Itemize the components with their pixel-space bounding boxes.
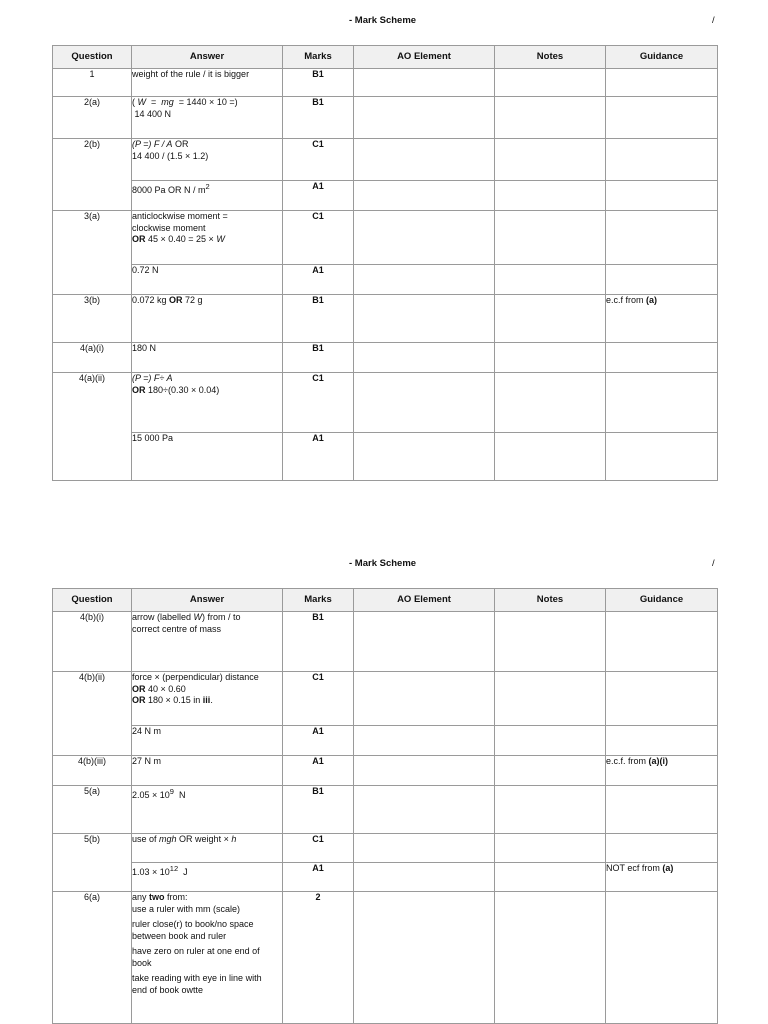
marks-cell: B1 — [283, 97, 354, 139]
marks-cell: A1 — [283, 756, 354, 786]
page-header-1 — [0, 15, 768, 31]
question-cell: 4(a)(i) — [53, 343, 132, 373]
ao-element-cell — [354, 343, 495, 373]
ao-element-cell — [354, 756, 495, 786]
answer-cell: 0.072 kg OR 72 g — [132, 295, 283, 343]
answer-cell: 27 N m — [132, 756, 283, 786]
notes-cell — [495, 786, 606, 834]
table-row — [53, 726, 718, 756]
ao-element-cell — [354, 211, 495, 265]
column-header-guidance: Guidance — [606, 46, 718, 69]
notes-cell — [495, 892, 606, 1024]
answer-cell: ( W = mg = 1440 × 10 =) 14 400 N — [132, 97, 283, 139]
table-row — [53, 756, 718, 786]
guidance-cell: e.c.f from (a) — [606, 295, 718, 343]
page-title: - Mark Scheme — [349, 558, 417, 569]
table-row — [53, 863, 718, 892]
table-row — [53, 612, 718, 672]
answer-cell: arrow (labelled W) from / to correct centre of mass — [132, 612, 283, 672]
column-header-answer: Answer — [132, 46, 283, 69]
mark-scheme-table-2 — [52, 588, 718, 1024]
guidance-cell — [606, 211, 718, 265]
marks-cell: A1 — [283, 181, 354, 211]
column-header-notes: Notes — [495, 589, 606, 612]
table-row — [53, 211, 718, 265]
answer-cell: weight of the rule / it is bigger — [132, 69, 283, 97]
answer-cell: force × (perpendicular) distance OR 40 × 0.60 OR 180 × 0.15 in iii. — [132, 672, 283, 726]
notes-cell — [495, 612, 606, 672]
answer-cell: 0.72 N — [132, 265, 283, 295]
guidance-cell — [606, 726, 718, 756]
guidance-cell — [606, 97, 718, 139]
guidance-cell — [606, 265, 718, 295]
notes-cell — [495, 295, 606, 343]
marks-cell: A1 — [283, 433, 354, 481]
guidance-cell — [606, 892, 718, 1024]
notes-cell — [495, 672, 606, 726]
table-row — [53, 265, 718, 295]
answer-cell: 180 N — [132, 343, 283, 373]
marks-cell: B1 — [283, 612, 354, 672]
question-cell: 5(a) — [53, 786, 132, 834]
table-row — [53, 343, 718, 373]
question-cell: 2(a) — [53, 97, 132, 139]
answer-cell: 8000 Pa OR N / $m^2$ — [132, 181, 283, 211]
page-number-slash: / — [712, 558, 715, 569]
notes-cell — [495, 139, 606, 181]
marks-cell: 2 — [283, 892, 354, 1024]
marks-cell: B1 — [283, 295, 354, 343]
column-header-ao-element: AO Element — [354, 46, 495, 69]
guidance-cell — [606, 373, 718, 433]
guidance-cell — [606, 69, 718, 97]
ao-element-cell — [354, 892, 495, 1024]
guidance-cell — [606, 343, 718, 373]
table-row — [53, 433, 718, 481]
answer-cell: 15 000 Pa — [132, 433, 283, 481]
ao-element-cell — [354, 834, 495, 863]
column-header-marks: Marks — [283, 589, 354, 612]
ao-element-cell — [354, 672, 495, 726]
column-header-ao-element: AO Element — [354, 589, 495, 612]
question-cell: 4(b)(iii) — [53, 756, 132, 786]
notes-cell — [495, 834, 606, 863]
guidance-cell: e.c.f. from (a)(i) — [606, 756, 718, 786]
guidance-cell — [606, 181, 718, 211]
notes-cell — [495, 343, 606, 373]
column-header-question: Question — [53, 589, 132, 612]
marks-cell: C1 — [283, 139, 354, 181]
answer-cell: (P =) F / A OR 14 400 / (1.5 × 1.2) — [132, 139, 283, 181]
marks-cell: C1 — [283, 211, 354, 265]
guidance-cell — [606, 672, 718, 726]
answer-cell: (P =) F÷ A OR 180÷(0.30 × 0.04) — [132, 373, 283, 433]
marks-cell: C1 — [283, 373, 354, 433]
answer-cell: use of mgh OR weight × h — [132, 834, 283, 863]
answer-cell: any two from: use a ruler with mm (scale) ruler close(r) to book/no space between book and ruler have zero on ruler at one end of book take reading with eye in line with end of book owtte — [132, 892, 283, 1024]
marks-cell: A1 — [283, 265, 354, 295]
page-header-2 — [0, 558, 768, 574]
ao-element-cell — [354, 786, 495, 834]
ao-element-cell — [354, 433, 495, 481]
ao-element-cell — [354, 612, 495, 672]
question-cell: 3(b) — [53, 295, 132, 343]
notes-cell — [495, 97, 606, 139]
ao-element-cell — [354, 97, 495, 139]
marks-cell: C1 — [283, 834, 354, 863]
notes-cell — [495, 863, 606, 892]
marks-cell: A1 — [283, 726, 354, 756]
question-cell: 1 — [53, 69, 132, 97]
table-row — [53, 672, 718, 726]
table-row — [53, 139, 718, 181]
answer-cell: anticlockwise moment = clockwise moment OR 45 × 0.40 = 25 × W — [132, 211, 283, 265]
notes-cell — [495, 69, 606, 97]
question-cell: 4(a)(ii) — [53, 373, 132, 481]
table-header-row — [53, 589, 718, 612]
question-cell: 6(a) — [53, 892, 132, 1024]
marks-cell: A1 — [283, 863, 354, 892]
table-row — [53, 295, 718, 343]
ao-element-cell — [354, 726, 495, 756]
ao-element-cell — [354, 863, 495, 892]
table-body — [53, 612, 718, 1024]
column-header-answer: Answer — [132, 589, 283, 612]
question-cell: 2(b) — [53, 139, 132, 211]
guidance-cell — [606, 433, 718, 481]
guidance-cell — [606, 834, 718, 863]
table-body — [53, 69, 718, 481]
guidance-cell: NOT ecf from (a) — [606, 863, 718, 892]
guidance-cell — [606, 139, 718, 181]
notes-cell — [495, 756, 606, 786]
table-row — [53, 892, 718, 1024]
question-cell: 5(b) — [53, 834, 132, 892]
marks-cell: B1 — [283, 343, 354, 373]
ao-element-cell — [354, 295, 495, 343]
mark-scheme-table-1 — [52, 45, 718, 481]
notes-cell — [495, 211, 606, 265]
column-header-notes: Notes — [495, 46, 606, 69]
table-header-row — [53, 46, 718, 69]
notes-cell — [495, 265, 606, 295]
marks-cell: B1 — [283, 69, 354, 97]
ao-element-cell — [354, 373, 495, 433]
table-row — [53, 786, 718, 834]
guidance-cell — [606, 612, 718, 672]
ao-element-cell — [354, 181, 495, 211]
table-row — [53, 181, 718, 211]
column-header-guidance: Guidance — [606, 589, 718, 612]
page-title: - Mark Scheme — [349, 15, 417, 26]
notes-cell — [495, 181, 606, 211]
ao-element-cell — [354, 139, 495, 181]
marks-cell: B1 — [283, 786, 354, 834]
ao-element-cell — [354, 265, 495, 295]
ao-element-cell — [354, 69, 495, 97]
table-row — [53, 834, 718, 863]
table-row — [53, 69, 718, 97]
page-number-slash: / — [712, 15, 715, 26]
answer-cell: 24 N m — [132, 726, 283, 756]
guidance-cell — [606, 786, 718, 834]
notes-cell — [495, 726, 606, 756]
notes-cell — [495, 373, 606, 433]
table-row — [53, 373, 718, 433]
column-header-marks: Marks — [283, 46, 354, 69]
answer-cell: $1.03 \times 10^{12}$ J — [132, 863, 283, 892]
column-header-question: Question — [53, 46, 132, 69]
notes-cell — [495, 433, 606, 481]
question-cell: 3(a) — [53, 211, 132, 295]
marks-cell: C1 — [283, 672, 354, 726]
answer-cell: $2.05 \times 10^9$ N — [132, 786, 283, 834]
question-cell: 4(b)(i) — [53, 612, 132, 672]
question-cell: 4(b)(ii) — [53, 672, 132, 756]
table-row — [53, 97, 718, 139]
